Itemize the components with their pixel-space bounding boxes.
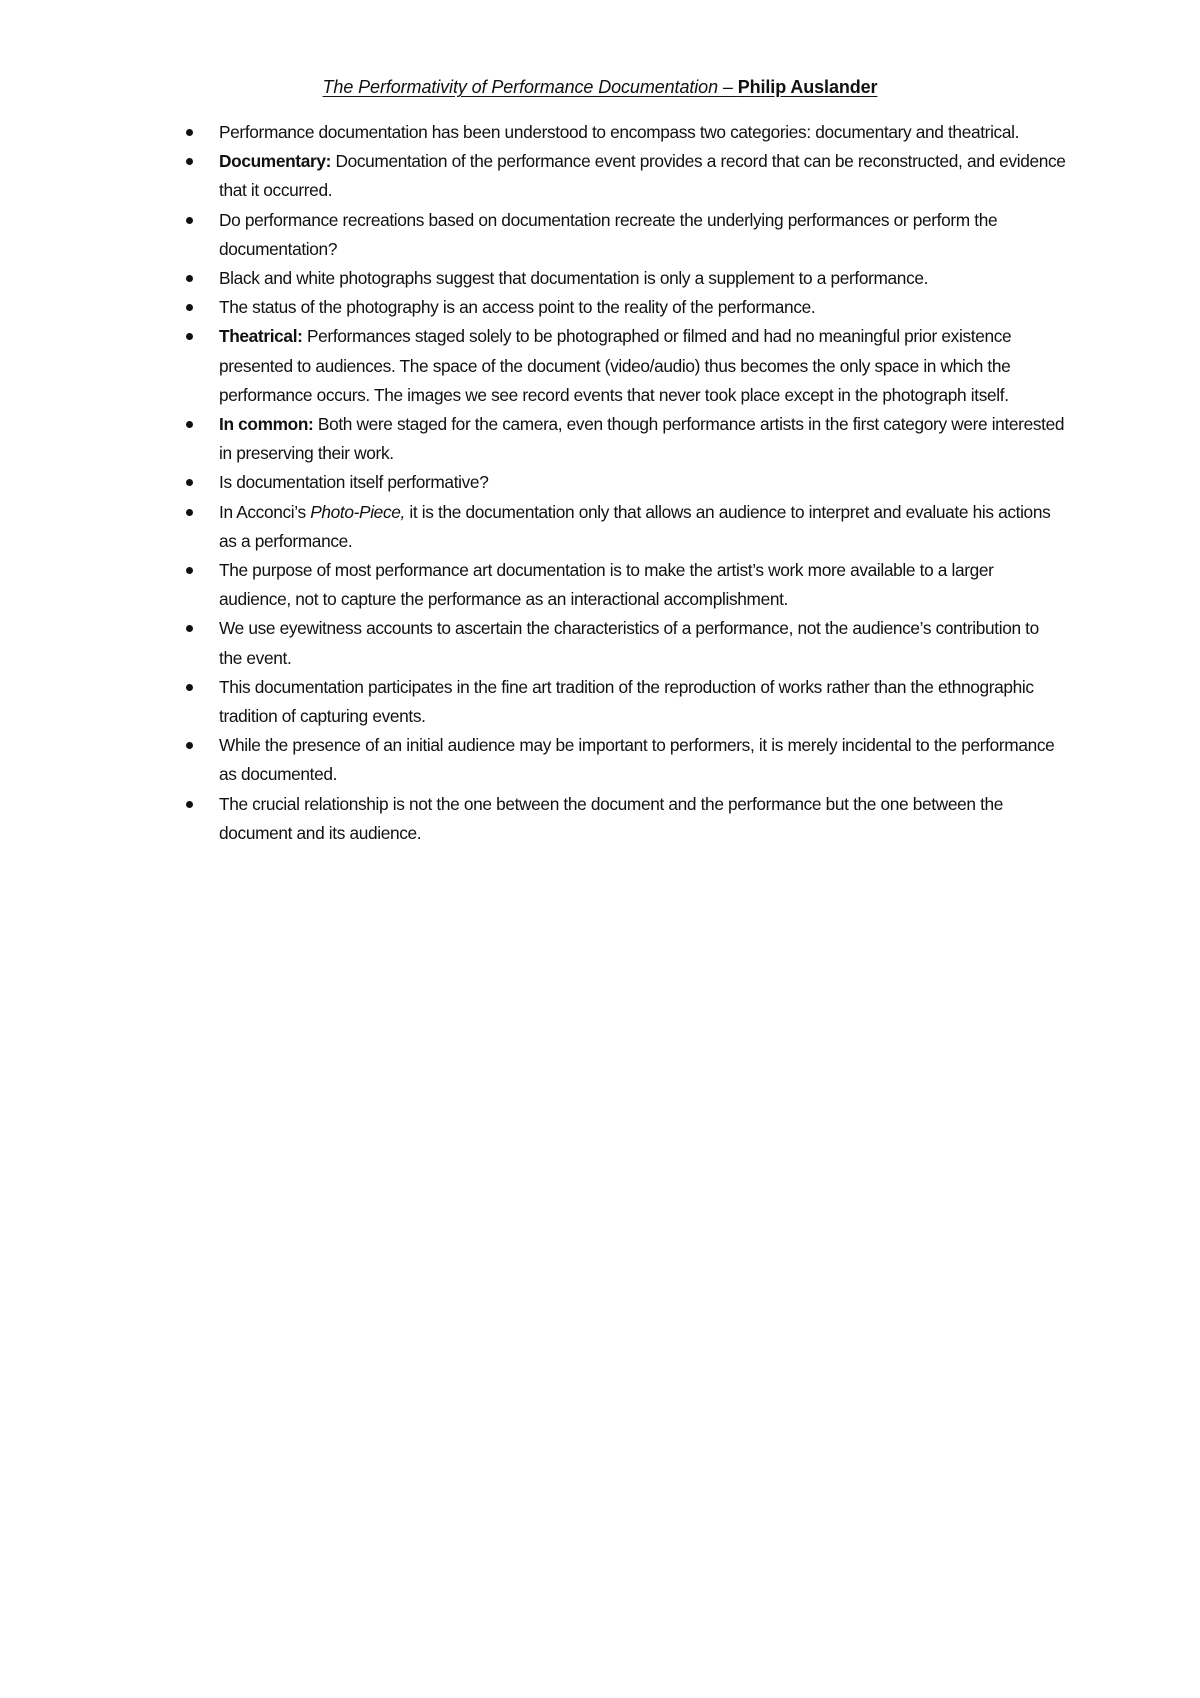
bullet-text: Do performance recreations based on documentation recreate the underlying performances or perform the documentation? (219, 209, 998, 259)
list-item (186, 614, 1066, 672)
bullet-text: We use eyewitness accounts to ascertain the characteristics of a performance, not the audience’s contribution to the event. (219, 618, 1039, 668)
bullet-icon (186, 275, 193, 282)
page-title (0, 74, 1200, 100)
title-author: Philip Auslander (737, 77, 878, 97)
bullet-text: Both were staged for the camera, even though performance artists in the first category were interested in preserving their work. (219, 414, 1065, 464)
bullet-icon (186, 742, 193, 749)
list-item (186, 322, 1066, 410)
bullet-text: Black and white photographs suggest that documentation is only a supplement to a performance. (219, 268, 929, 289)
bullet-text: Performance documentation has been understood to encompass two categories: documentary and theatrical. (219, 122, 1020, 142)
bullet-icon (186, 684, 193, 691)
bullet-icon (186, 509, 193, 516)
list-item (186, 673, 1066, 731)
bullet-icon (186, 158, 193, 165)
bullet-text: In Acconci’s (219, 501, 311, 522)
bullet-text: The purpose of most performance art documentation is to make the artist’s work more available to a larger audience, not to capture the performance as an interactional accomplishment. (219, 560, 994, 610)
bullet-lead: Documentary: (219, 151, 331, 172)
list-item (186, 264, 1066, 293)
list-item (186, 118, 1066, 147)
list-item (186, 731, 1066, 789)
list-item (186, 498, 1066, 556)
list-item (186, 468, 1066, 497)
bullet-icon (186, 304, 193, 311)
bullet-text: Is documentation itself performative? (219, 472, 489, 493)
bullet-icon (186, 479, 193, 486)
bullet-text: Documentation of the performance event provides a record that can be reconstructed, and evidence that it occurred. (219, 151, 1066, 201)
bullet-text: The crucial relationship is not the one between the document and the performance but the one between the document and its audience. (219, 793, 1004, 843)
bullet-icon (186, 801, 193, 808)
bullet-icon (186, 567, 193, 574)
list-item (186, 410, 1066, 468)
list-item (186, 147, 1066, 205)
bullet-icon (186, 129, 193, 136)
bullet-icon (186, 333, 193, 340)
bullet-text: This documentation participates in the fine art tradition of the reproduction of works rather than the ethnographic tradition of capturing events. (219, 676, 1034, 727)
list-item (186, 293, 1066, 322)
bullet-icon (186, 421, 193, 428)
list-item (186, 206, 1066, 264)
bullet-list (186, 118, 1066, 848)
bullet-text-cont: it is the documentation only that allows an audience to interpret and evaluate his actions as a performance. (219, 501, 1051, 551)
bullet-icon (186, 625, 193, 632)
bullet-icon (186, 217, 193, 224)
bullet-text: While the presence of an initial audience may be important to performers, it is merely incidental to the performance as documented. (219, 735, 1055, 785)
bullet-text: Performances staged solely to be photographed or filmed and had no meaningful prior existence presented to audiences. The space of the document (video/audio) thus becomes the only space in which the performance occurs. The images we see record events that never took place except in the photograph itself. (219, 326, 1012, 405)
bullet-text: The status of the photography is an access point to the reality of the performance. (219, 297, 816, 318)
title-work: The Performativity of Performance Documentation (322, 77, 718, 97)
bullet-lead: Theatrical: (219, 326, 303, 347)
list-item (186, 556, 1066, 614)
bullet-lead: In common: (219, 414, 314, 435)
title-separator: – (717, 77, 738, 97)
list-item (186, 790, 1066, 848)
work-title-italic: Photo-Piece, (310, 501, 405, 522)
